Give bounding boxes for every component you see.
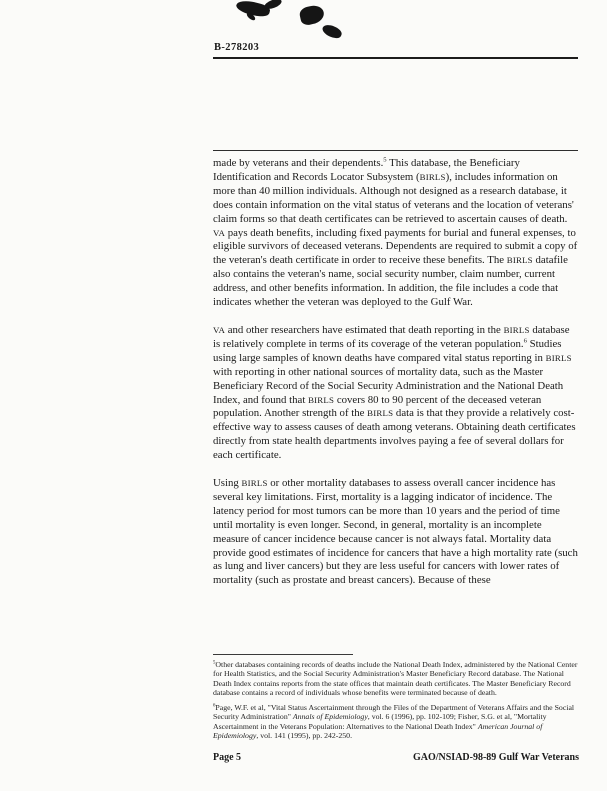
content-top-rule [213, 150, 578, 151]
page-number: Page 5 [213, 752, 242, 763]
doc-number: B-278203 [214, 42, 260, 53]
footnote-separator-rule [213, 654, 353, 655]
scan-noise-mark [321, 22, 344, 40]
page-footer [213, 752, 579, 763]
footnote: $^5$Other databases containing records of deaths include the National Death Index, administered by the National Center for Health Statistics, and the Social Security Administration's Master Beneficiary Record database. The National Death Index contains reports from the state offices that maintain death certificates. The Master Beneficiary Record database contains a record of individuals whose benefits were terminated because of death. [213, 660, 578, 697]
footnotes [213, 660, 579, 746]
report-number: GAO/NSIAD-98-89 Gulf War Veterans [412, 752, 579, 763]
body-paragraph: VA and other researchers have estimated that death reporting in the BIRLS database is relatively complete in terms of its coverage of the veteran population.$^6$ Studies using large samples of known deaths have compared vital status reporting in BIRLS with reporting in other national sources of mortality data, such as the Master Beneficiary Record of the Social Security Administration and the National Death Index, and found that BIRLS covers 80 to 90 percent of the deceased veteran population. Another strength of the BIRLS data is that they provide a relatively cost-effective way to assess causes of death among veterans. Obtaining death certificates directly from state health departments involves paying a fee of several dollars for each certificate. [213, 323, 576, 462]
body-paragraph: made by veterans and their dependents.$^5$ This database, the Beneficiary Identification and Records Locator Subsystem (BIRLS), includes information on more than 40 million individuals. Although not designed as a research database, it does contain information on the vital status of veterans and the location of veterans' claim forms so that death certificates can be retrieved to ascertain causes of death. VA pays death benefits, including fixed payments for burial and funeral expenses, to eligible survivors of deceased veterans. Dependents are required to submit a copy of the veteran's death certificate in order to receive these benefits. The BIRLS datafile also contains the veteran's name, social security number, claim number, current address, and other benefits information. In addition, the file includes a code that indicates whether the veteran was deployed to the Gulf War. [213, 156, 578, 309]
footnote: $^6$Page, W.F. et al, "Vital Status Ascertainment through the Files of the Department of Veterans Affairs and the Social Security Administration" Annals of Epidemiology, vol. 6 (1996), pp. 102-109; Fisher, S.G. et al, "Mortality Ascertainment in the Veterans Population: Alternatives to the National Death Index" American Journal of Epidemiology, vol. 141 (1995), pp. 242-250. [213, 703, 575, 741]
scan-noise-mark [298, 4, 325, 27]
body-paragraph: Using BIRLS or other mortality databases to assess overall cancer incidence has several key limitations. First, mortality is a lagging indicator of incidence. The latency period for most tumors can be more than 10 years and the period of time until mortality is even longer. Second, in general, mortality is an incomplete measure of cancer incidence because cancer is not always fatal. Mortality data provide good estimates of incidence for cancers that have a high mortality rate (such as lung and liver cancers) but they are less useful for cancers with lower rates of mortality (such as prostate and breast cancers). Because of these [213, 477, 578, 587]
body-text [213, 157, 579, 602]
header-rule [213, 57, 578, 59]
